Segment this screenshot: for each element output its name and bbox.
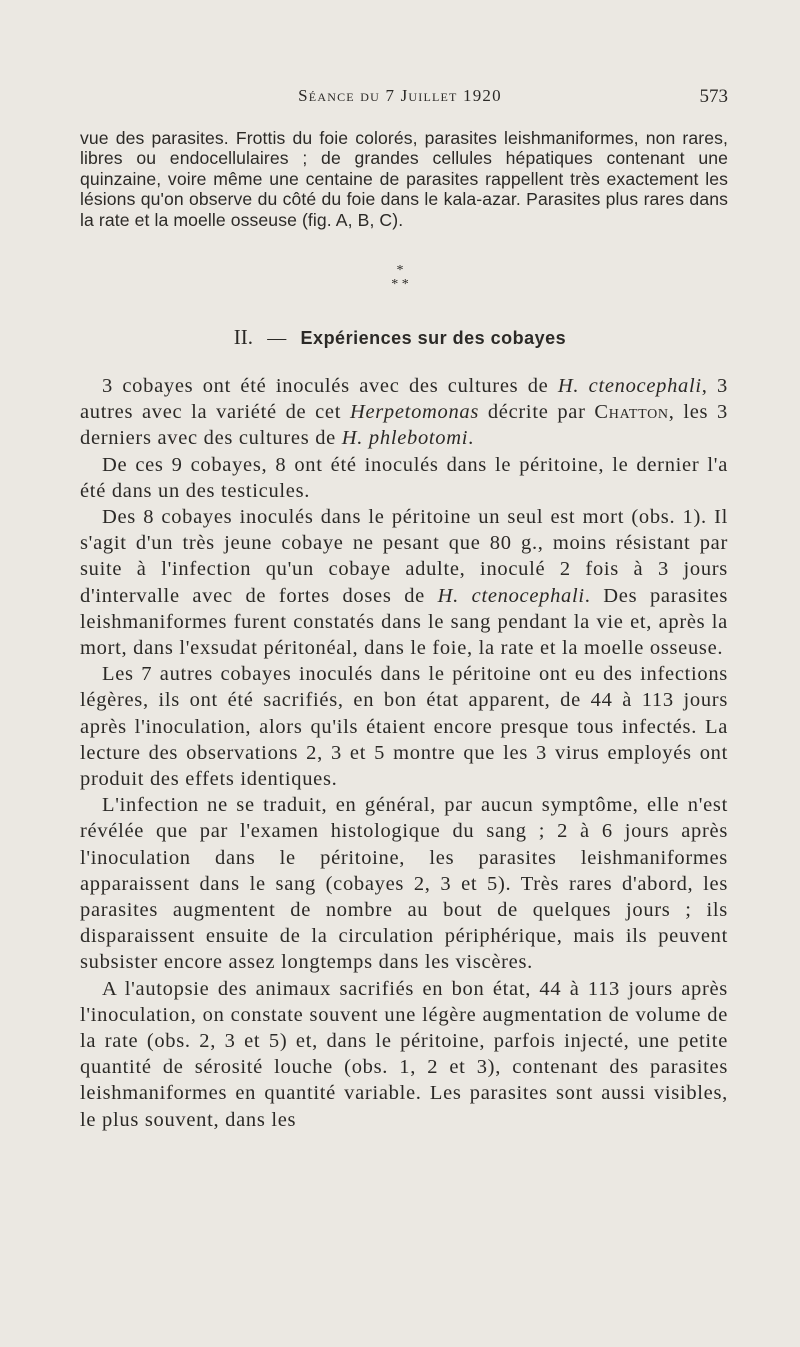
p3-text-a: Des 8 cobayes inoculés dans le péritoine un seul est mort (obs. 1). Il s'agit d'un très jeune cobaye ne pesant que 80 g., moins résistant par suite à l'infection qu'un cobaye adulte, inoculé 2 fois à 3 jours d'intervalle avec de fortes doses de	[80, 506, 728, 607]
intro-paragraph: vue des parasites. Frottis du foie colorés, parasites leishmaniformes, non rares, libres ou endocellulaires ; de grandes cellules hépatiques contenant une quinzaine, voire même une centaine de parasites rappellent très exactement les lésions qu'on observe du côté du foie dans le kala-azar. Parasites plus rares dans la rate et la moelle osseuse (fig. A, B, C).	[80, 128, 728, 230]
intro-paragraph-block	[80, 128, 728, 230]
section-number: II.	[233, 325, 254, 349]
paragraph-2: De ces 9 cobayes, 8 ont été inoculés dans le péritoine, le dernier l'a été dans un des testicules.	[80, 453, 728, 502]
paragraph-5: L'infection ne se traduit, en général, par aucun symptôme, elle n'est révélée que par l'examen histologique du sang ; 2 à 6 jours après l'inoculation dans le péritoine, les parasites leishmaniformes apparaissent dans le sang (cobayes 2, 3 et 5). Très rares d'abord, les parasites augmentent de nombre au bout de quelques jours ; ils disparaissent ensuite de la circulation périphérique, mais ils peuvent subsister encore assez longtemps dans les viscères.	[80, 794, 728, 974]
p1-italic-species-1: H. ctenocephali	[557, 375, 702, 397]
p3-italic-species: H. ctenocephali	[437, 584, 585, 607]
p1-text-d: , les 3 derniers avec des cultures de	[80, 401, 728, 450]
paragraph-4: Les 7 autres cobayes inoculés dans le péritoine ont eu des infections légères, ils ont été sacrifiés, en bon état apparent, de 44 à 113 jours après l'inoculation, alors qu'ils étaient encore presque tous infectés. La lecture des observations 2, 3 et 5 montre que les 3 virus employés ont produit des effets identiques.	[80, 663, 728, 791]
section-heading	[0, 325, 800, 350]
p1-text-c: décrite par	[479, 401, 595, 424]
paragraph-6: A l'autopsie des animaux sacrifiés en bon état, 44 à 113 jours après l'inoculation, on constate souvent une légère augmentation de volume de la rate (obs. 2, 3 et 5) et, dans le péritoine, parfois injecté, une petite quantité de sérosité louche (obs. 1, 2 et 3), contenant des parasites leishmaniformes en quantité variable. Les parasites sont aussi visibles, le plus souvent, dans les	[80, 977, 728, 1131]
p1-author-name: Chatton	[594, 401, 669, 424]
p3-text-b: . Des parasites leishmaniformes furent constatés dans le sang pendant la vie et, après la mort, dans l'exsudat péritonéal, dans le foie, la rate et la moelle osseuse.	[80, 584, 728, 660]
asterism-top: *	[396, 263, 404, 278]
running-head: Séance du 7 Juillet 1920	[298, 86, 502, 105]
section-dash: —	[267, 328, 287, 349]
p1-italic-genus: Herpetomonas	[349, 401, 480, 424]
asterism	[0, 264, 800, 292]
section-title: Expériences sur des cobayes	[300, 328, 567, 348]
p1-italic-species-2: H. phlebotomi	[341, 427, 469, 450]
p1-text-e: .	[468, 427, 474, 450]
paragraph-1	[80, 373, 728, 452]
asterism-bottom: * *	[391, 277, 409, 292]
p1-text-a: 3 cobayes ont été inoculés avec des cultures de	[102, 375, 558, 397]
p1-text-b: , 3 autres avec la variété de cet	[80, 375, 728, 424]
paragraph-3	[80, 504, 728, 661]
page-header	[0, 86, 800, 114]
page-number: 573	[699, 86, 728, 107]
body-text	[80, 373, 728, 1133]
